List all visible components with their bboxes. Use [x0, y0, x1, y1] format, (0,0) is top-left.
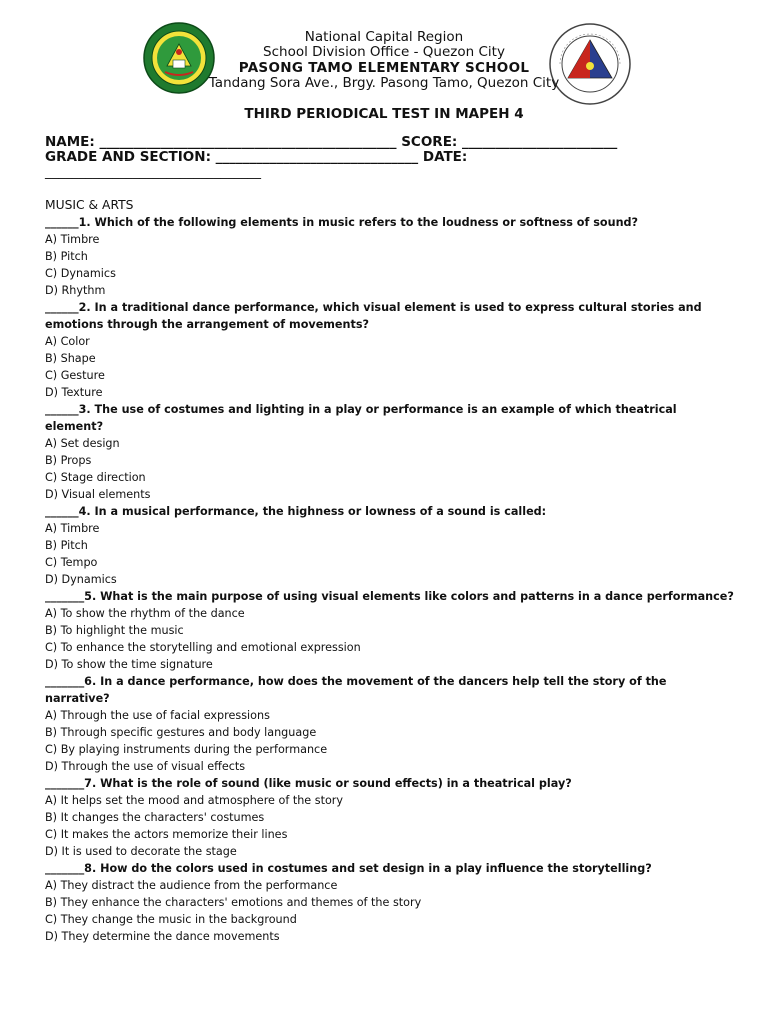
question-2-option: A) Color [45, 335, 90, 348]
question-4-option: D) Dynamics [45, 573, 117, 586]
question-3: ______3. The use of costumes and lighting in a play or performance is an example of which theatrical element? [45, 403, 677, 433]
question-4-option: A) Timbre [45, 522, 100, 535]
question-3-option: A) Set design [45, 437, 120, 450]
question-7-option: C) It makes the actors memorize their lines [45, 828, 288, 841]
school-name: PASONG TAMO ELEMENTARY SCHOOL [238, 60, 530, 76]
region-line: National Capital Region [304, 29, 464, 45]
question-1: ______1. Which of the following elements in music refers to the loudness or softness of sound? [45, 216, 639, 229]
question-list [45, 214, 735, 945]
question-1-option: B) Pitch [45, 250, 88, 263]
division-line: School Division Office - Quezon City [263, 44, 505, 60]
question-7: _______7. What is the role of sound (like music or sound effects) in a theatrical play? [45, 777, 572, 790]
question-5-option: D) To show the time signature [45, 658, 213, 671]
date-blank-line: ________________________________ [45, 164, 261, 180]
question-4-option: B) Pitch [45, 539, 88, 552]
test-title: THIRD PERIODICAL TEST IN MAPEH 4 [244, 106, 524, 122]
question-3-option: D) Visual elements [45, 488, 151, 501]
question-8-option: A) They distract the audience from the performance [45, 879, 338, 892]
question-3-option: B) Props [45, 454, 92, 467]
question-4-option: C) Tempo [45, 556, 98, 569]
question-5: _______5. What is the main purpose of using visual elements like colors and patterns in a dance performance? [45, 590, 734, 603]
school-address: Tandang Sora Ave., Brgy. Pasong Tamo, Quezon City [208, 75, 560, 91]
question-5-option: C) To enhance the storytelling and emotional expression [45, 641, 361, 654]
grade-date-field: GRADE AND SECTION: ______________________________ DATE: [45, 149, 468, 165]
question-8-option: C) They change the music in the background [45, 913, 297, 926]
student-info-fields [45, 135, 735, 180]
question-6-option: A) Through the use of facial expressions [45, 709, 270, 722]
question-1-option: A) Timbre [45, 233, 100, 246]
question-7-option: A) It helps set the mood and atmosphere of the story [45, 794, 344, 807]
question-2-option: D) Texture [45, 386, 103, 399]
letterhead [0, 0, 768, 100]
question-1-option: D) Rhythm [45, 284, 106, 297]
question-8-option: B) They enhance the characters' emotions and themes of the story [45, 896, 422, 909]
question-8: _______8. How do the colors used in costumes and set design in a play influence the storytelling? [45, 862, 652, 875]
question-2-option: B) Shape [45, 352, 96, 365]
question-3-option: C) Stage direction [45, 471, 146, 484]
question-7-option: B) It changes the characters' costumes [45, 811, 265, 824]
name-score-field: NAME: ____________________________________________ SCORE: _______________________ [45, 134, 618, 150]
section-title: MUSIC & ARTS [45, 198, 134, 212]
question-1-option: C) Dynamics [45, 267, 116, 280]
question-2-option: C) Gesture [45, 369, 105, 382]
question-6-option: B) Through specific gestures and body language [45, 726, 317, 739]
question-7-option: D) It is used to decorate the stage [45, 845, 237, 858]
question-5-option: B) To highlight the music [45, 624, 184, 637]
question-2: ______2. In a traditional dance performance, which visual element is used to express cultural stories and emotions through the arrangement of movements? [45, 301, 702, 331]
question-8-option: D) They determine the dance movements [45, 930, 280, 943]
question-6-option: D) Through the use of visual effects [45, 760, 246, 773]
test-content [45, 197, 735, 945]
question-6: _______6. In a dance performance, how does the movement of the dancers help tell the story of the narrative? [45, 675, 667, 705]
question-4: ______4. In a musical performance, the highness or lowness of a sound is called: [45, 505, 547, 518]
question-5-option: A) To show the rhythm of the dance [45, 607, 245, 620]
question-6-option: C) By playing instruments during the performance [45, 743, 328, 756]
